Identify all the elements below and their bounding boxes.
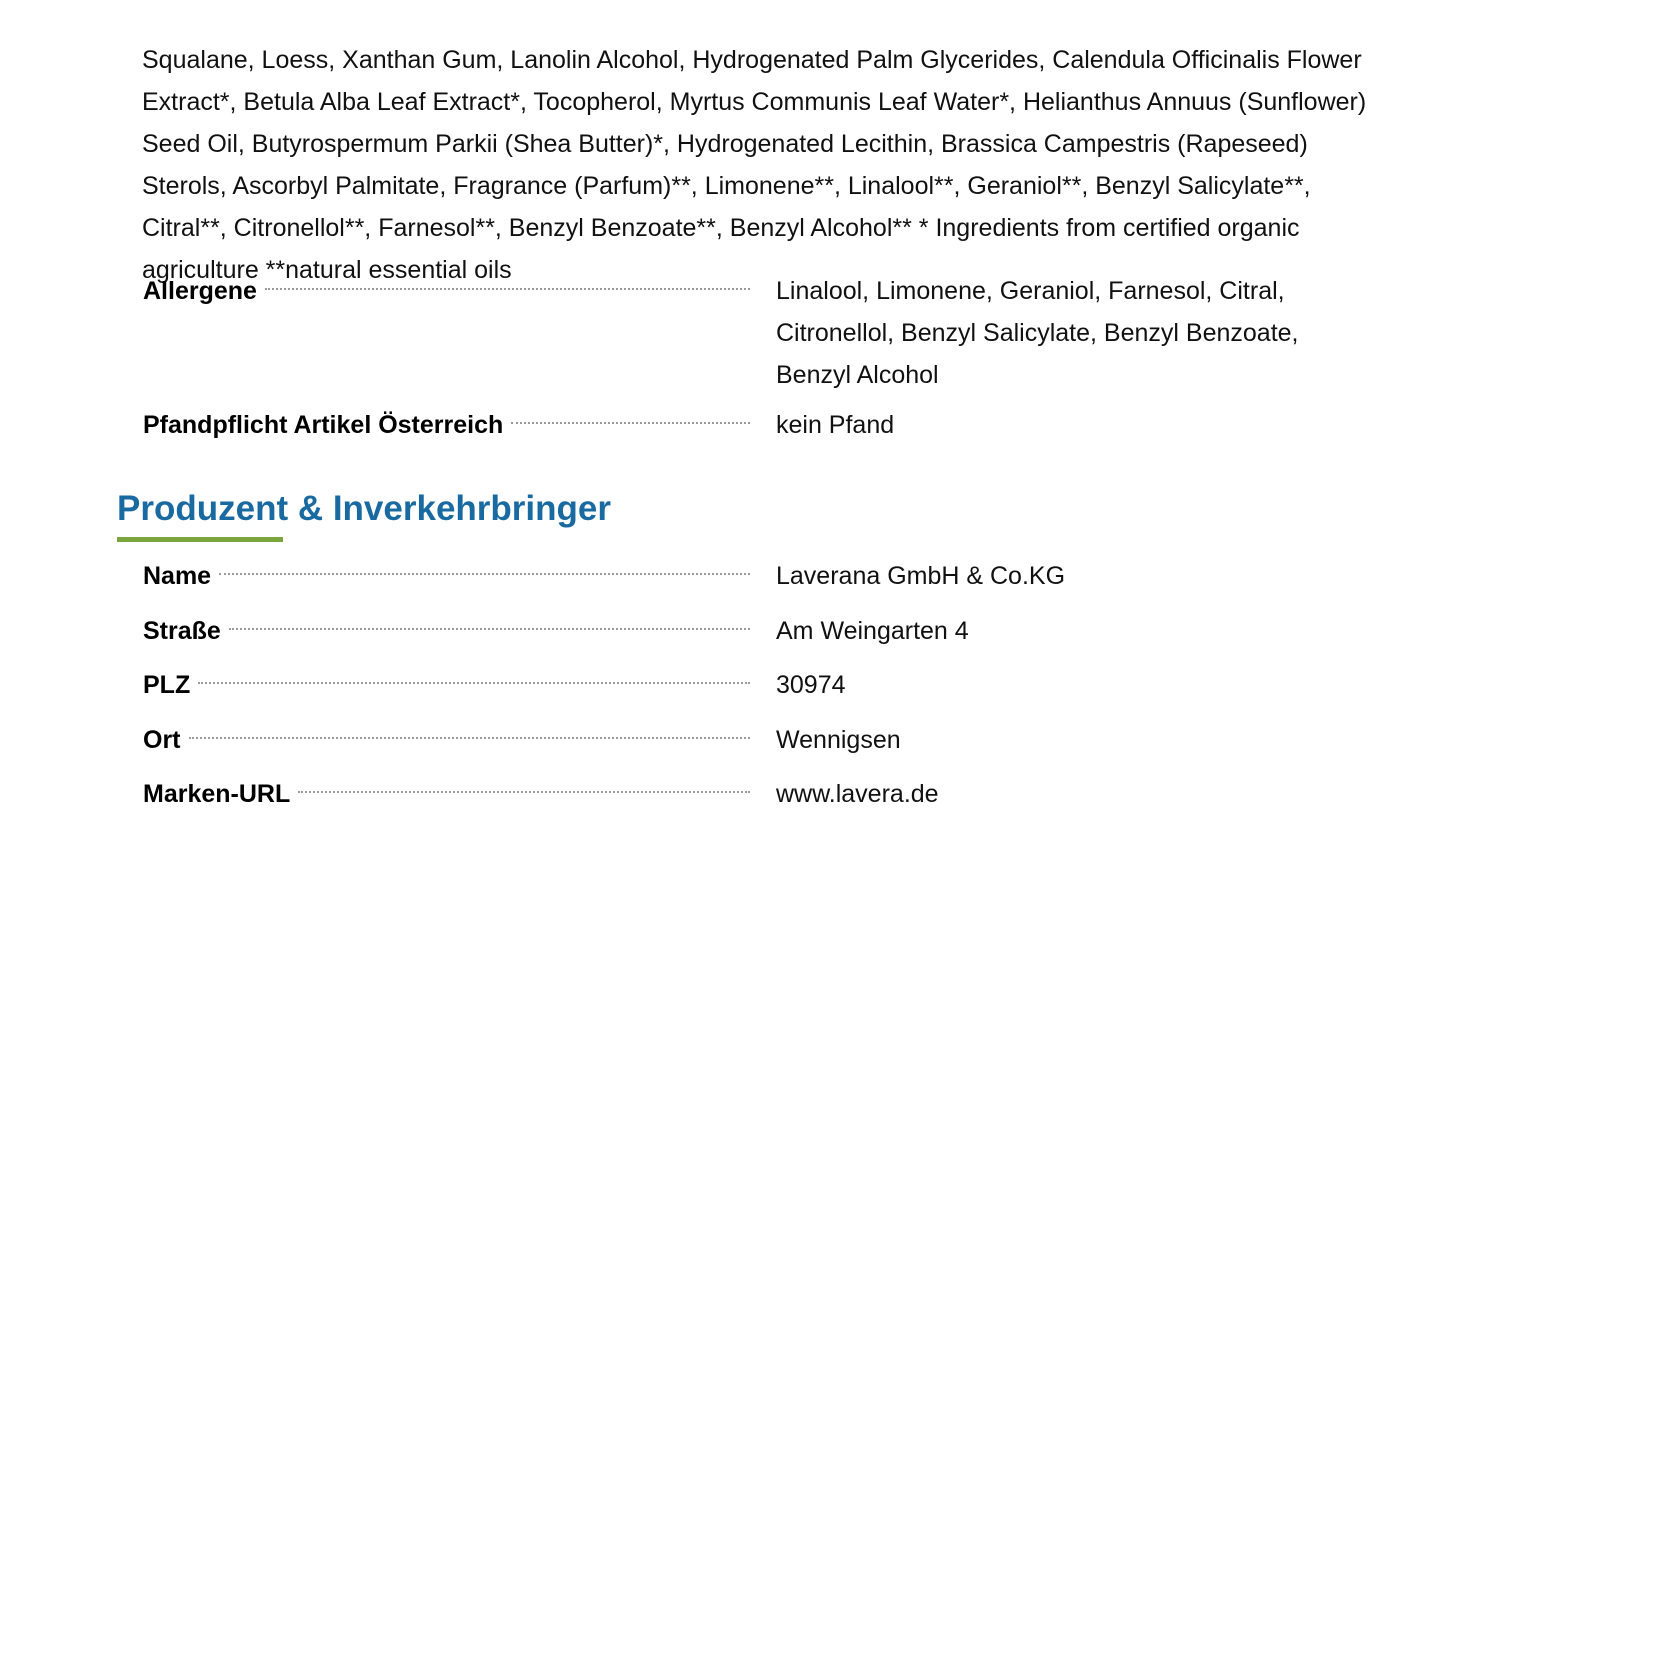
row-label-marken-url: Marken-URL	[143, 780, 291, 808]
row-value-ort: Wennigsen	[776, 726, 901, 754]
row-label-allergene: Allergene	[143, 277, 257, 305]
row-label-wrap	[143, 719, 750, 761]
section-title-underline	[117, 537, 283, 542]
row-value-plz: 30974	[776, 671, 846, 699]
row-pfandpflicht	[143, 404, 1393, 446]
row-label-wrap	[143, 270, 750, 312]
row-label-wrap	[143, 664, 750, 706]
row-value-pfandpflicht: kein Pfand	[776, 411, 895, 439]
row-label-wrap	[143, 610, 750, 652]
row-label-wrap	[143, 555, 750, 597]
row-label-strasse: Straße	[143, 617, 221, 645]
row-value-marken-url: www.lavera.de	[776, 780, 939, 808]
row-value-name: Laverana GmbH & Co.KG	[776, 562, 1066, 590]
row-label-wrap	[143, 404, 750, 446]
row-marken-url	[143, 773, 1393, 815]
ingredients-text: Squalane, Loess, Xanthan Gum, Lanolin Alcohol, Hydrogenated Palm Glycerides, Calendula Officinalis Flower Extract*, Betula Alba Leaf Extract*, Tocopherol, Myrtus Communis Leaf Water*, Helianthus Annuus (Sunflower) Seed Oil, Butyrospermum Parkii (Shea Butter)*, Hydrogenated Lecithin, Brassica Campestris (Rapeseed) Sterols, Ascorbyl Palmitate, Fragrance (Parfum)**, Limonene**, Linalool**, Geraniol**, Benzyl Salicylate**, Citral**, Citronellol**, Farnesol**, Benzyl Benzoate**, Benzyl Alcohol** * Ingredients from certified organic agriculture **natural essential oils	[142, 46, 1367, 284]
row-plz	[143, 664, 1393, 706]
section-title-producer: Produzent & Inverkehrbringer	[117, 489, 611, 528]
dot-leader	[219, 573, 750, 575]
row-value-allergene: Linalool, Limonene, Geraniol, Farnesol, Citral, Citronellol, Benzyl Salicylate, Benzyl Benzoate, Benzyl Alcohol	[776, 277, 1299, 389]
row-strasse	[143, 610, 1393, 652]
dot-leader	[298, 791, 750, 793]
dot-leader	[229, 628, 750, 630]
row-label-name: Name	[143, 562, 212, 590]
dot-leader	[189, 737, 751, 739]
row-label-plz: PLZ	[143, 671, 191, 699]
row-allergene	[143, 270, 1393, 396]
row-label-ort: Ort	[143, 726, 181, 754]
row-ort	[143, 719, 1393, 761]
row-label-pfandpflicht: Pfandpflicht Artikel Österreich	[143, 411, 504, 439]
row-label-wrap	[143, 773, 750, 815]
dot-leader	[511, 422, 750, 424]
row-value-strasse: Am Weingarten 4	[776, 617, 969, 645]
dot-leader	[265, 288, 750, 290]
row-name	[143, 555, 1393, 597]
dot-leader	[198, 682, 750, 684]
